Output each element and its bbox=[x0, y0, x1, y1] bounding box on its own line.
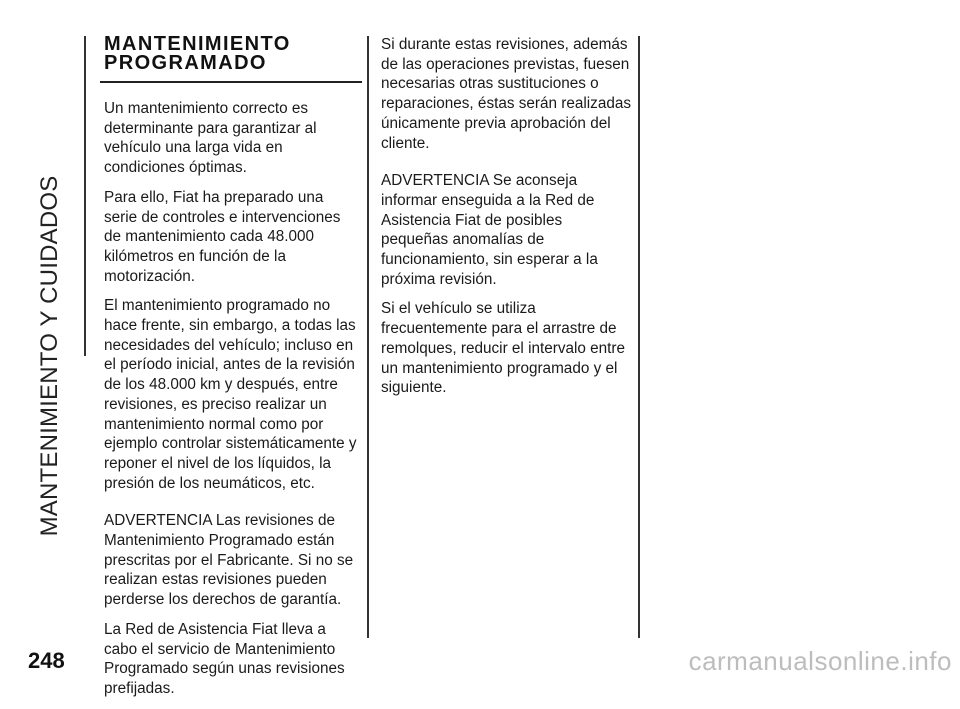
section-divider bbox=[84, 36, 86, 356]
left-column bbox=[104, 35, 358, 709]
column-divider-right bbox=[638, 36, 640, 638]
warning-anomalies: ADVERTENCIA Se aconseja informar enseguida a la Red de Asistencia Fiat de posibles pequeñas anomalías de funcionamiento, sin esperar a la próxima revisión. bbox=[381, 172, 598, 288]
section-heading bbox=[104, 35, 358, 73]
warning-warranty: ADVERTENCIA Las revisiones de Mantenimiento Programado están prescritas por el Fabricante. Si no se realizan estas revisiones pueden perderse los derechos de garantía. bbox=[104, 512, 354, 609]
paragraph-trailer-towing: Si el vehículo se utiliza frecuentemente para el arrastre de remolques, reducir el intervalo entre un mantenimiento programado y el siguiente. bbox=[381, 300, 626, 397]
paragraph-fiat-plan: Para ello, Fiat ha preparado una serie de controles e intervenciones de mantenimiento cada 48.000 kilómetros en función de la motorización. bbox=[104, 188, 341, 285]
paragraph-service-network: La Red de Asistencia Fiat lleva a cabo el servicio de Mantenimiento Programado según unas revisiones prefijadas. bbox=[104, 620, 345, 697]
paragraph-extra-operations: Si durante estas revisiones, además de las operaciones previstas, fuesen necesarias otras sustituciones o reparaciones, éstas serán realizadas únicamente previa aprobación del cliente. bbox=[381, 36, 631, 152]
heading-underline bbox=[100, 81, 362, 83]
heading-line-2: PROGRAMADO bbox=[104, 52, 267, 74]
right-column bbox=[381, 35, 631, 408]
column-divider-left bbox=[367, 36, 369, 638]
paragraph-normal-maintenance: El mantenimiento programado no hace frente, sin embargo, a todas las necesidades del vehículo; incluso en el período inicial, antes de la revisión de los 48.000 km y después, entre revisiones, es preciso realizar un mantenimiento normal como por ejemplo controlar sistemáticamente y reponer el nivel de los líquidos, la presión de los neumáticos, etc. bbox=[104, 297, 357, 492]
paragraph-intro: Un mantenimiento correcto es determinante para garantizar al vehículo una larga vida en condiciones óptimas. bbox=[104, 100, 317, 177]
page-number: 248 bbox=[28, 648, 65, 673]
heading-line-1: MANTENIMIENTO bbox=[104, 33, 291, 55]
watermark: carmanualsonline.info bbox=[688, 646, 952, 676]
section-title-text: MANTENIMIENTO Y CUIDADOS bbox=[36, 175, 63, 537]
